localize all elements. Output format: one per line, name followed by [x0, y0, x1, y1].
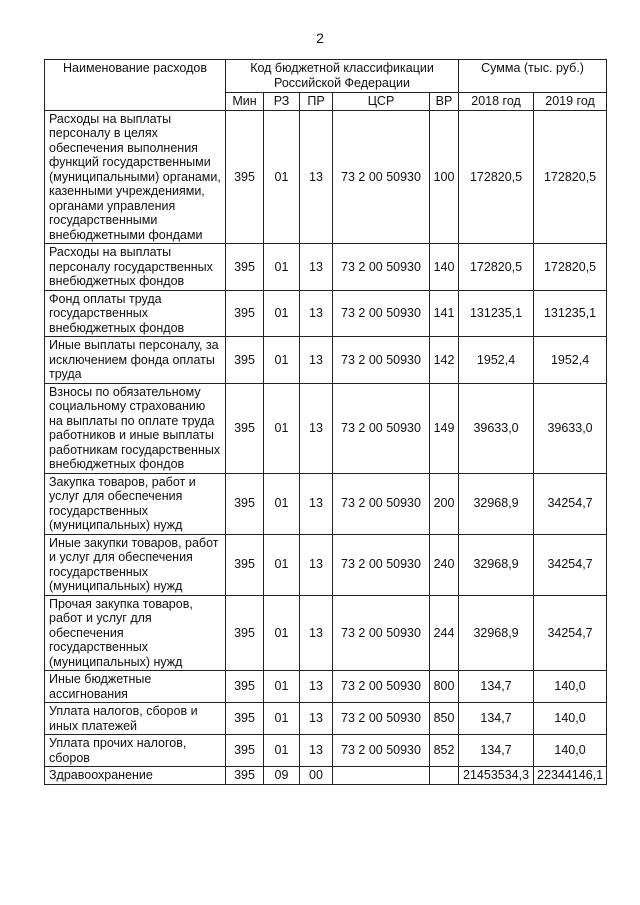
cell-y2018: 32968,9: [459, 534, 534, 595]
cell-name: Закупка товаров, работ и услуг для обеспечения государственных (муниципальных) нужд: [45, 473, 226, 534]
header-2019: 2019 год: [534, 93, 607, 111]
cell-rz: 01: [264, 110, 300, 244]
cell-rz: 01: [264, 595, 300, 671]
cell-pr: 13: [300, 534, 333, 595]
cell-y2018: 131235,1: [459, 290, 534, 337]
cell-name: Уплата налогов, сборов и иных платежей: [45, 703, 226, 735]
cell-name: Расходы на выплаты персоналу государственных внебюджетных фондов: [45, 244, 226, 291]
cell-rz: 01: [264, 244, 300, 291]
cell-min: 395: [226, 290, 264, 337]
cell-rz: 01: [264, 671, 300, 703]
cell-y2018: 32968,9: [459, 595, 534, 671]
table-row: [45, 383, 607, 473]
cell-pr: 13: [300, 110, 333, 244]
cell-rz: 01: [264, 383, 300, 473]
cell-pr: 13: [300, 735, 333, 767]
budget-table: [44, 59, 607, 785]
cell-csr: 73 2 00 50930: [333, 110, 430, 244]
cell-min: 395: [226, 671, 264, 703]
cell-vr: 100: [430, 110, 459, 244]
cell-vr: 141: [430, 290, 459, 337]
cell-y2019: 131235,1: [534, 290, 607, 337]
cell-vr: 852: [430, 735, 459, 767]
cell-y2019: 1952,4: [534, 337, 607, 384]
header-code-group: Код бюджетной классификации Российской Федерации: [226, 60, 459, 93]
cell-rz: 01: [264, 534, 300, 595]
table-row: [45, 110, 607, 244]
cell-y2019: 140,0: [534, 703, 607, 735]
cell-name: Взносы по обязательному социальному страхованию на выплаты по оплате труда работников и иные выплаты работникам государственных внебюджетных фондов: [45, 383, 226, 473]
cell-vr: 240: [430, 534, 459, 595]
cell-y2019: 172820,5: [534, 110, 607, 244]
cell-vr: 200: [430, 473, 459, 534]
cell-y2018: 21453534,3: [459, 767, 534, 785]
cell-min: 395: [226, 110, 264, 244]
cell-csr: 73 2 00 50930: [333, 671, 430, 703]
cell-pr: 13: [300, 671, 333, 703]
cell-vr: [430, 767, 459, 785]
cell-vr: 142: [430, 337, 459, 384]
cell-vr: 244: [430, 595, 459, 671]
cell-min: 395: [226, 703, 264, 735]
cell-min: 395: [226, 767, 264, 785]
cell-min: 395: [226, 473, 264, 534]
header-vr: ВР: [430, 93, 459, 111]
cell-y2019: 34254,7: [534, 534, 607, 595]
cell-vr: 140: [430, 244, 459, 291]
page-number: 2: [316, 30, 324, 46]
cell-y2018: 134,7: [459, 671, 534, 703]
table-row: [45, 244, 607, 291]
cell-pr: 13: [300, 595, 333, 671]
cell-y2018: 134,7: [459, 703, 534, 735]
cell-vr: 800: [430, 671, 459, 703]
cell-csr: 73 2 00 50930: [333, 703, 430, 735]
cell-csr: 73 2 00 50930: [333, 735, 430, 767]
cell-y2019: 34254,7: [534, 473, 607, 534]
cell-name: Иные бюджетные ассигнования: [45, 671, 226, 703]
cell-vr: 850: [430, 703, 459, 735]
cell-y2019: 140,0: [534, 735, 607, 767]
cell-csr: 73 2 00 50930: [333, 337, 430, 384]
cell-y2018: 172820,5: [459, 244, 534, 291]
cell-rz: 01: [264, 337, 300, 384]
cell-csr: 73 2 00 50930: [333, 595, 430, 671]
cell-min: 395: [226, 595, 264, 671]
cell-y2018: 134,7: [459, 735, 534, 767]
cell-rz: 01: [264, 703, 300, 735]
cell-pr: 13: [300, 703, 333, 735]
header-name: Наименование расходов: [45, 60, 226, 111]
table-row: [45, 671, 607, 703]
cell-pr: 00: [300, 767, 333, 785]
cell-pr: 13: [300, 473, 333, 534]
cell-rz: 01: [264, 473, 300, 534]
cell-y2019: 172820,5: [534, 244, 607, 291]
cell-min: 395: [226, 383, 264, 473]
cell-rz: 01: [264, 290, 300, 337]
cell-name: Прочая закупка товаров, работ и услуг для обеспечения государственных (муниципальных) нужд: [45, 595, 226, 671]
cell-name: Расходы на выплаты персоналу в целях обеспечения выполнения функций государственными (муниципальными) органами, казенными учреждениями, органами управления государственными внебюджетными фондами: [45, 110, 226, 244]
cell-name: Здравоохранение: [45, 767, 226, 785]
cell-y2018: 39633,0: [459, 383, 534, 473]
table-row: [45, 735, 607, 767]
header-rz: РЗ: [264, 93, 300, 111]
cell-min: 395: [226, 244, 264, 291]
table-row: [45, 473, 607, 534]
table-row: [45, 534, 607, 595]
cell-min: 395: [226, 337, 264, 384]
cell-y2018: 172820,5: [459, 110, 534, 244]
cell-csr: 73 2 00 50930: [333, 383, 430, 473]
cell-vr: 149: [430, 383, 459, 473]
cell-rz: 09: [264, 767, 300, 785]
cell-min: 395: [226, 534, 264, 595]
cell-csr: 73 2 00 50930: [333, 290, 430, 337]
cell-csr: 73 2 00 50930: [333, 244, 430, 291]
cell-min: 395: [226, 735, 264, 767]
table-body: [45, 110, 607, 784]
cell-y2019: 140,0: [534, 671, 607, 703]
cell-pr: 13: [300, 383, 333, 473]
cell-name: Иные выплаты персоналу, за исключением фонда оплаты труда: [45, 337, 226, 384]
cell-y2018: 1952,4: [459, 337, 534, 384]
table-row: [45, 595, 607, 671]
table-row: [45, 703, 607, 735]
cell-csr: 73 2 00 50930: [333, 534, 430, 595]
cell-pr: 13: [300, 337, 333, 384]
cell-pr: 13: [300, 244, 333, 291]
header-2018: 2018 год: [459, 93, 534, 111]
cell-name: Фонд оплаты труда государственных внебюджетных фондов: [45, 290, 226, 337]
cell-rz: 01: [264, 735, 300, 767]
cell-y2019: 34254,7: [534, 595, 607, 671]
cell-name: Уплата прочих налогов, сборов: [45, 735, 226, 767]
table-row: [45, 337, 607, 384]
cell-y2019: 22344146,1: [534, 767, 607, 785]
cell-y2018: 32968,9: [459, 473, 534, 534]
cell-csr: 73 2 00 50930: [333, 473, 430, 534]
cell-y2019: 39633,0: [534, 383, 607, 473]
header-min: Мин: [226, 93, 264, 111]
cell-name: Иные закупки товаров, работ и услуг для обеспечения государственных (муниципальных) нужд: [45, 534, 226, 595]
table-row: [45, 290, 607, 337]
cell-pr: 13: [300, 290, 333, 337]
cell-csr: [333, 767, 430, 785]
header-pr: ПР: [300, 93, 333, 111]
table-row: [45, 767, 607, 785]
header-csr: ЦСР: [333, 93, 430, 111]
header-sum-group: Сумма (тыс. руб.): [459, 60, 607, 93]
